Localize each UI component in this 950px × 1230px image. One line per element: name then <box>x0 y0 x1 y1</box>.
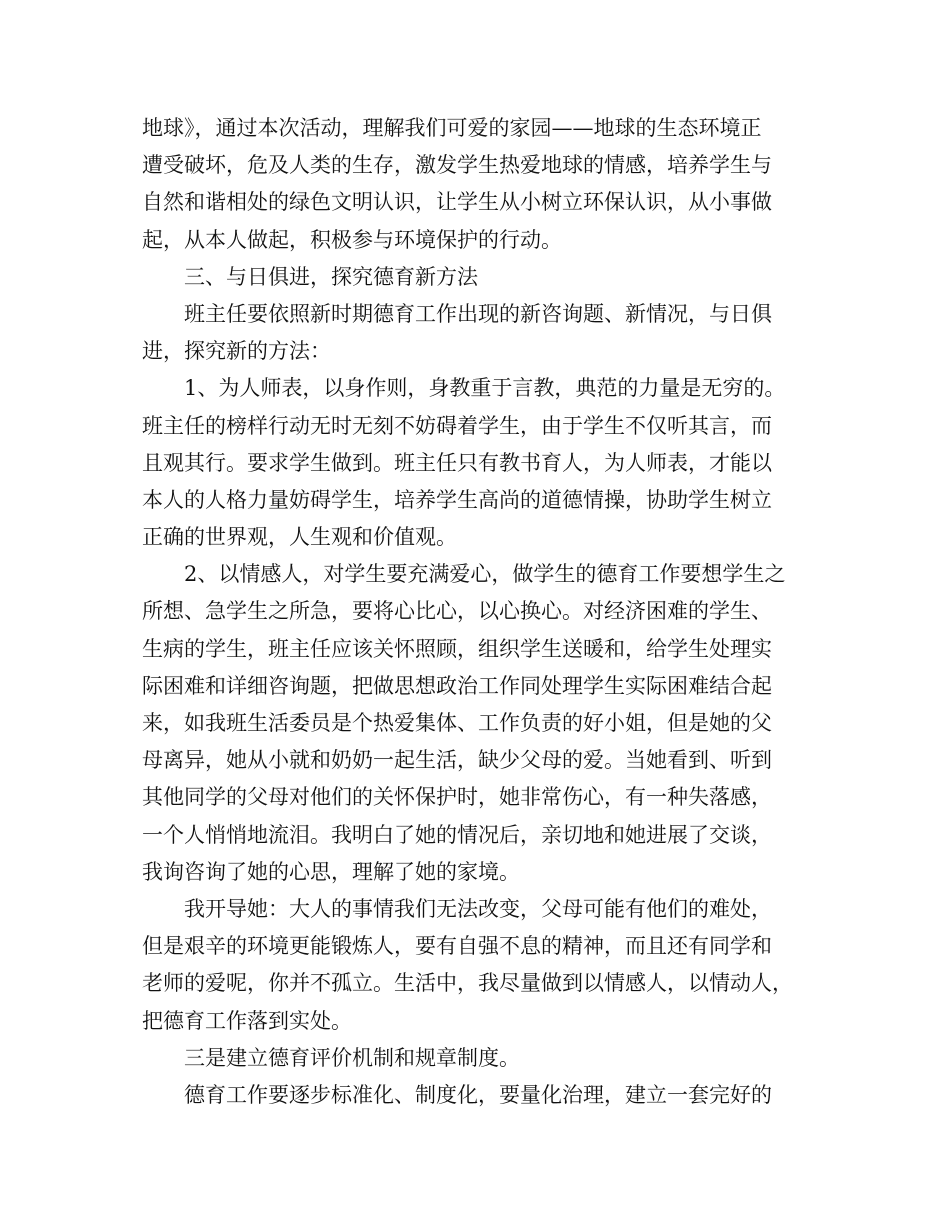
text-line: 来，如我班生活委员是个热爱集体、工作负责的好小姐，但是她的父 <box>142 711 772 735</box>
text-line: 一个人悄悄地流泪。我明白了她的情况后，亲切地和她进展了交谈， <box>142 822 772 847</box>
text-line: 本人的人格力量妨碍学生，培养学生高尚的道德情操，协助学生树立 <box>142 487 772 512</box>
text-line: 2、以情感人，对学生要充满爱心，做学生的德育工作要想学生之 <box>184 562 786 587</box>
text-line: 把德育工作落到实处。 <box>142 1008 352 1033</box>
text-line: 正确的世界观，人生观和价值观。 <box>142 525 457 550</box>
document-body <box>142 110 842 1114</box>
text-line: 我询咨询了她的心思，理解了她的家境。 <box>142 859 520 884</box>
text-line: 所想、急学生之所急，要将心比心，以心换心。对经济困难的学生、 <box>142 599 772 624</box>
text-line: 际困难和详细咨询题，把做思想政治工作同处理学生实际困难结合起 <box>142 673 772 698</box>
text-line: 老师的爱呢，你并不孤立。生活中，我尽量做到以情感人，以情动人， <box>142 971 793 996</box>
section-heading: 三、与日俱进，探究德育新方法 <box>184 264 478 289</box>
text-line: 生病的学生，班主任应该关怀照顾，组织学生送暖和，给学生处理实 <box>142 636 772 661</box>
text-line: 起，从本人做起，积极参与环境保护的行动。 <box>142 227 562 252</box>
text-line: 其他同学的父母对他们的关怀保护时，她非常伤心，有一种失落感， <box>142 785 772 810</box>
text-line: 班主任要依照新时期德育工作出现的新咨询题、新情况，与日俱 <box>184 301 772 326</box>
text-line: 我开导她：大人的事情我们无法改变，父母可能有他们的难处， <box>184 896 772 921</box>
section-heading: 三是建立德育评价机制和规章制度。 <box>184 1045 520 1070</box>
text-line: 自然和谐相处的绿色文明认识，让学生从小树立环保认识，从小事做 <box>142 190 772 215</box>
text-line: 且观其行。要求学生做到。班主任只有教书育人，为人师表，才能以 <box>142 450 772 475</box>
text-line: 但是艰辛的环境更能锻炼人，要有自强不息的精神，而且还有同学和 <box>142 934 772 959</box>
text-line: 1、为人师表，以身作则，身教重于言教，典范的力量是无穷的。 <box>184 376 786 401</box>
text-line: 班主任的榜样行动无时无刻不妨碍着学生，由于学生不仅听其言，而 <box>142 413 772 438</box>
text-line: 母离异，她从小就和奶奶一起生活，缺少父母的爱。当她看到、听到 <box>142 748 772 773</box>
text-line: 遭受破坏，危及人类的生存，激发学生热爱地球的情感，培养学生与 <box>142 153 772 178</box>
text-line: 德育工作要逐步标准化、制度化，要量化治理，建立一套完好的 <box>184 1082 772 1107</box>
text-line: 进，探究新的方法： <box>142 339 331 364</box>
text-line: 地球》，通过本次活动，理解我们可爱的家园——地球的生态环境正 <box>142 116 762 140</box>
